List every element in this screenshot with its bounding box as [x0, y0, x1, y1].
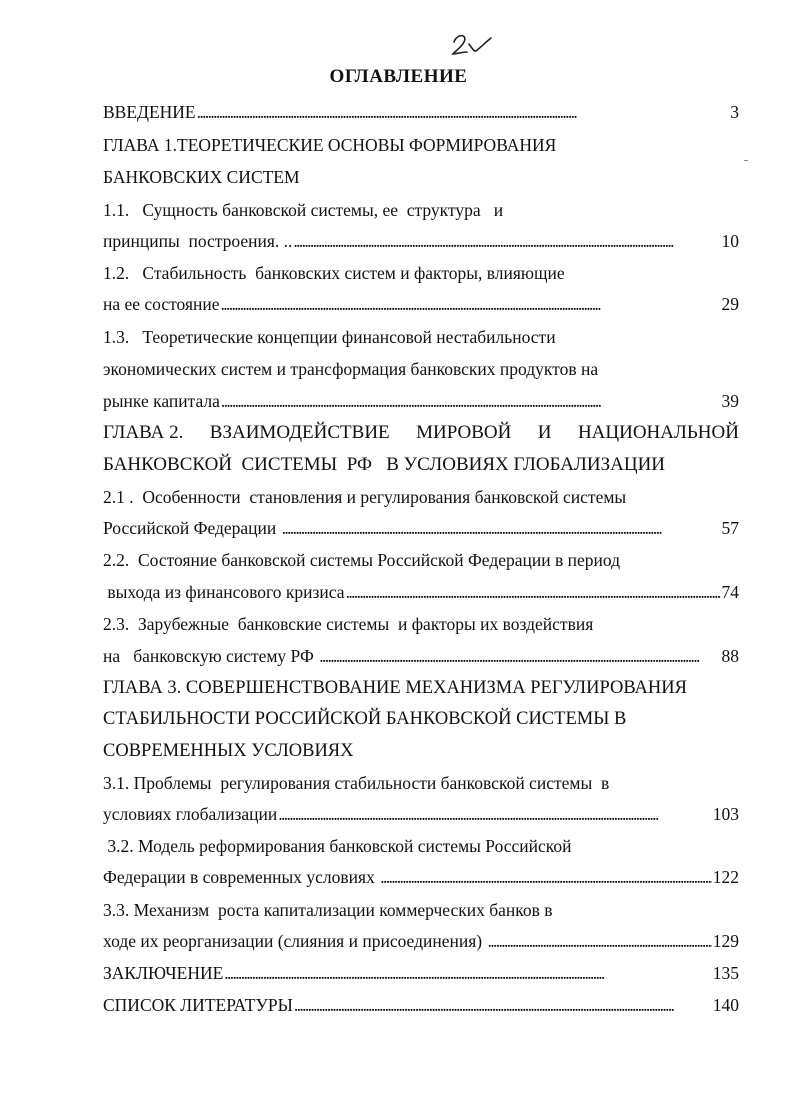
- toc-word: ГЛАВА 2.: [103, 422, 184, 443]
- dot-leader: [293, 230, 720, 252]
- toc-chapter-2-line2[interactable]: БАНКОВСКОЙ СИСТЕМЫ РФ В УСЛОВИЯХ ГЛОБАЛИЗАЦИИ: [103, 454, 666, 475]
- toc-section-3-3[interactable]: [103, 930, 739, 952]
- toc-entry-intro[interactable]: [103, 101, 739, 123]
- toc-word: НАЦИОНАЛЬНОЙ: [577, 422, 739, 443]
- toc-page-number: 103: [712, 804, 739, 824]
- toc-chapter-3-line2[interactable]: СТАБИЛЬНОСТИ РОССИЙСКОЙ БАНКОВСКОЙ СИСТЕМЫ В: [103, 709, 627, 729]
- toc-chapter-1-line1[interactable]: ГЛАВА 1.ТЕОРЕТИЧЕСКИЕ ОСНОВЫ ФОРМИРОВАНИЯ: [103, 135, 557, 155]
- toc-page-number: 29: [721, 294, 739, 314]
- toc-section-2-1-line1[interactable]: 2.1 . Особенности становления и регулирования банковской системы: [103, 487, 627, 507]
- toc-page-number: 10: [721, 231, 739, 251]
- toc-label: условиях глобализации: [103, 804, 278, 824]
- page-title: ОГЛАВЛЕНИЕ: [329, 66, 468, 87]
- toc-section-3-1-line1[interactable]: 3.1. Проблемы регулирования стабильности банковской системы в: [103, 773, 610, 793]
- toc-chapter-3-line1[interactable]: ГЛАВА 3. СОВЕРШЕНСТВОВАНИЕ МЕХАНИЗМА РЕГУЛИРОВАНИЯ: [103, 678, 687, 698]
- toc-label: ВВЕДЕНИЕ: [103, 102, 196, 122]
- toc-chapter-2-line1[interactable]: [103, 422, 739, 444]
- toc-label: рынке капитала: [103, 391, 220, 411]
- toc-page-number: 88: [721, 646, 739, 666]
- dot-leader: [487, 930, 711, 952]
- toc-page-number: 74: [721, 582, 739, 602]
- toc-section-1-1-line1[interactable]: 1.1. Сущность банковской системы, ее структура и: [103, 200, 504, 220]
- toc-entry-references[interactable]: [103, 994, 739, 1016]
- toc-section-1-2-line1[interactable]: 1.2. Стабильность банковских систем и факторы, влияющие: [103, 263, 565, 283]
- toc-section-3-1[interactable]: [103, 803, 739, 825]
- dot-leader: [221, 293, 721, 315]
- handwritten-page-number: [448, 30, 494, 60]
- toc-section-2-2[interactable]: [103, 581, 739, 603]
- dot-leader: [319, 645, 720, 667]
- toc-page-number: 122: [712, 867, 739, 887]
- toc-section-2-2-line1[interactable]: 2.2. Состояние банковской системы Российской Федерации в период: [103, 550, 621, 570]
- toc-word: ВЗАИМОДЕЙСТВИЕ: [209, 422, 390, 443]
- toc-label: ЗАКЛЮЧЕНИЕ: [103, 963, 224, 983]
- toc-section-2-3[interactable]: [103, 645, 739, 667]
- toc-section-3-3-line1[interactable]: 3.3. Механизм роста капитализации коммерческих банков в: [103, 900, 553, 920]
- toc-page-number: 135: [708, 963, 739, 983]
- dot-leader: [197, 101, 730, 123]
- toc-word: И: [537, 422, 552, 443]
- toc-chapter-3-line3[interactable]: СОВРЕМЕННЫХ УСЛОВИЯХ: [103, 741, 354, 761]
- toc-label: на банковскую систему РФ: [103, 646, 319, 666]
- toc-section-2-3-line1[interactable]: 2.3. Зарубежные банковские системы и факторы их воздействия: [103, 614, 594, 634]
- toc-page-number: 39: [721, 391, 739, 411]
- toc-label: на ее состояние: [103, 294, 220, 314]
- toc-section-1-3[interactable]: [103, 390, 739, 412]
- toc-section-1-3-line2[interactable]: экономических систем и трансформация банковских продуктов на: [103, 359, 599, 379]
- dot-leader: [346, 581, 721, 603]
- toc-word: МИРОВОЙ: [416, 422, 512, 443]
- toc-label: Федерации в современных условиях: [103, 867, 380, 887]
- toc-page-number: 140: [712, 995, 739, 1015]
- toc-page-number: 129: [712, 931, 739, 951]
- toc-section-3-2[interactable]: [103, 866, 739, 888]
- toc-chapter-1-line2[interactable]: БАНКОВСКИХ СИСТЕМ: [103, 167, 300, 187]
- dot-leader: [380, 866, 712, 888]
- toc-section-1-1[interactable]: [103, 230, 739, 252]
- toc-label: Российской Федерации: [103, 518, 281, 538]
- dot-leader: [282, 517, 721, 539]
- toc-page-number: 57: [721, 518, 739, 538]
- dot-leader: [224, 962, 707, 984]
- toc-label: ходе их реорганизации (слияния и присоединения): [103, 931, 487, 951]
- toc-section-2-1[interactable]: [103, 517, 739, 539]
- scan-speck: [744, 160, 748, 161]
- toc-page-number: 3: [730, 102, 739, 122]
- toc-label: выхода из финансового кризиса: [103, 582, 345, 602]
- dot-leader: [278, 803, 711, 825]
- toc-entry-conclusion[interactable]: [103, 962, 739, 984]
- dot-leader: [221, 390, 721, 412]
- dot-leader: [294, 994, 712, 1016]
- toc-section-1-3-line1[interactable]: 1.3. Теоретические концепции финансовой нестабильности: [103, 327, 556, 347]
- toc-label: принципы построения. ..: [103, 231, 293, 251]
- toc-label: СПИСОК ЛИТЕРАТУРЫ: [103, 995, 293, 1015]
- toc-section-3-2-line1[interactable]: 3.2. Модель реформирования банковской системы Российской: [103, 836, 572, 856]
- toc-section-1-2[interactable]: [103, 293, 739, 315]
